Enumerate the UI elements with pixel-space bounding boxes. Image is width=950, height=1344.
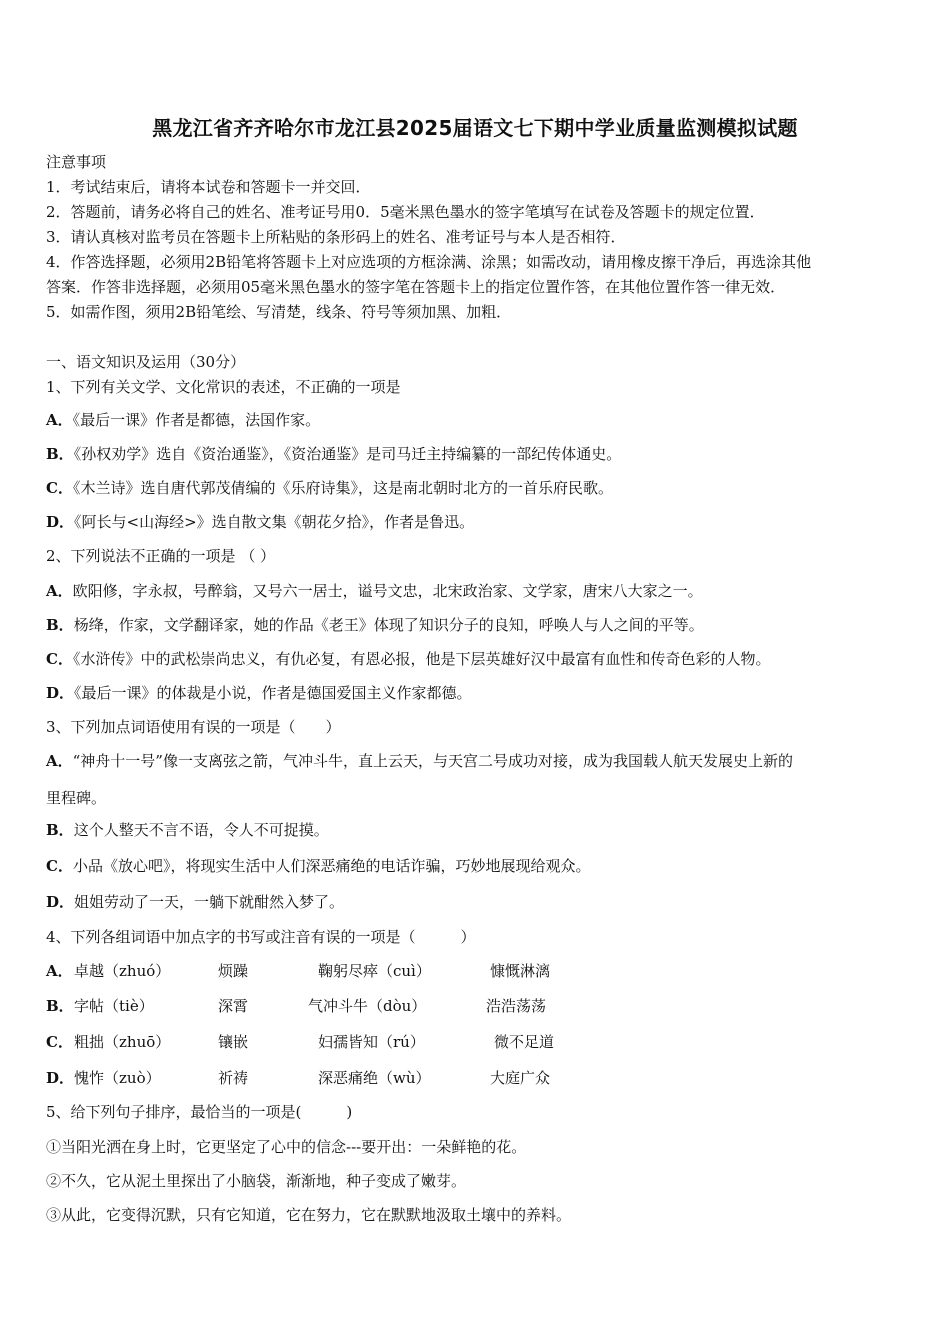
answer-option (46, 581, 703, 601)
word-cell: 浩浩荡荡 (486, 997, 547, 1015)
notice-item: 4．作答选择题，必须用2B铅笔将答题卡上对应选项的方框涂满、涂黑；如需改动，请用橡皮擦干净后，再选涂其他 (46, 253, 812, 271)
sentence-item: ①当阳光洒在身上时，它更坚定了心中的信念---要开出：一朵鲜艳的花。 (46, 1138, 527, 1156)
option-label: D． (46, 684, 75, 702)
question-stem: 3、下列加点词语使用有误的一项是（ ） (46, 718, 341, 736)
option-text: 《孙权劝学》选自《资治通鉴》，《资治通鉴》是司马迁主持编纂的一部纪传体通史。 (73, 445, 622, 463)
notice-item: 答案．作答非选择题，必须用05毫米黑色墨水的签字笔在答题卡上的指定位置作答，在其他位置作答一律无效． (46, 278, 786, 296)
option-label: D． (46, 893, 75, 911)
word-cell: 镶嵌 (218, 1033, 249, 1051)
word-cell: 慷慨淋漓 (490, 962, 551, 980)
question-stem: 5、给下列句子排序，最恰当的一项是( ) (46, 1103, 353, 1121)
sentence-item: ③从此，它变得沉默，只有它知道，它在努力，它在默默地汲取土壤中的养料。 (46, 1206, 572, 1224)
word-cell: 粗拙（zhuō） (74, 1033, 171, 1051)
page-title: 黑龙江省齐齐哈尔市龙江县2025届语文七下期中学业质量监测模拟试题 (152, 116, 798, 140)
option-text: 《水浒传》中的武松崇尚忠义，有仇必复，有恩必报，他是下层英雄好汉中最富有血性和传奇色彩的人物。 (72, 650, 771, 668)
option-text: “神舟十一号”像一支离弦之箭，气冲斗牛，直上云天，与天宫二号成功对接，成为我国载人航天发展史上新的 (72, 752, 793, 770)
word-cell: 大庭广众 (490, 1069, 551, 1087)
word-cell: 烦躁 (218, 962, 249, 980)
word-cell: 深恶痛绝（wù） (318, 1069, 431, 1087)
option-label: D． (46, 513, 75, 531)
answer-option-continued: 里程碑。 (46, 789, 107, 807)
option-label: C． (46, 479, 73, 497)
word-cell: 祈祷 (218, 1069, 249, 1087)
option-label: C． (46, 650, 73, 668)
option-text: 欧阳修，字永叔，号醉翁，又号六一居士，谥号文忠，北宋政治家、文学家，唐宋八大家之一。 (72, 582, 703, 600)
notice-item: 5．如需作图，须用2B铅笔绘、写清楚，线条、符号等须加黑、加粗． (46, 303, 512, 321)
answer-option (46, 751, 793, 771)
option-label: B． (46, 616, 74, 634)
option-text: 《最后一课》的体裁是小说，作者是德国爱国主义作家都德。 (74, 684, 472, 702)
option-text: 《阿长与<山海经>》选自散文集《朝花夕拾》，作者是鲁迅。 (74, 513, 475, 531)
notice-item: 1．考试结束后，请将本试卷和答题卡一并交回． (46, 178, 371, 196)
answer-option (46, 444, 621, 464)
section-heading: 一、语文知识及运用（30分） (46, 353, 246, 371)
word-cell: 卓越（zhuó） (74, 962, 171, 980)
answer-option (46, 512, 474, 532)
answer-option (46, 615, 704, 635)
sentence-item: ②不久，它从泥土里探出了小脑袋，渐渐地，种子变成了嫩芽。 (46, 1172, 467, 1190)
word-cell: 气冲斗牛（dòu） (308, 997, 427, 1015)
notice-item: 3．请认真核对监考员在答题卡上所粘贴的条形码上的姓名、准考证号与本人是否相符． (46, 228, 626, 246)
answer-option (46, 820, 329, 840)
option-label: B． (46, 445, 74, 463)
option-label: B． (46, 997, 74, 1015)
word-cell: 愧怍（zuò） (74, 1069, 161, 1087)
answer-option (46, 892, 344, 912)
option-label: A． (46, 962, 73, 980)
notice-item: 2．答题前，请务必将自己的姓名、准考证号用0．5毫米黑色墨水的签字笔填写在试卷及答题卡的规定位置． (46, 203, 765, 221)
word-cell: 深霄 (218, 997, 249, 1015)
notice-heading: 注意事项 (46, 153, 107, 171)
option-text: 《最后一课》作者是都德，法国作家。 (72, 411, 321, 429)
option-label: C． (46, 1033, 73, 1051)
word-cell: 微不足道 (494, 1033, 555, 1051)
option-text: 小品《放心吧》，将现实生活中人们深恶痛绝的电话诈骗，巧妙地展现给观众。 (72, 857, 591, 875)
option-text: 《木兰诗》选自唐代郭茂倩编的《乐府诗集》，这是南北朝时北方的一首乐府民歌。 (72, 479, 613, 497)
answer-option (46, 856, 590, 876)
question-stem: 2、下列说法不正确的一项是 （ ） (46, 547, 276, 565)
option-label: A． (46, 411, 73, 429)
answer-option (46, 410, 320, 430)
option-text: 姐姐劳动了一天，一躺下就酣然入梦了。 (74, 893, 345, 911)
answer-option (46, 683, 472, 703)
answer-option (46, 649, 770, 669)
option-text: 杨绛，作家，文学翻译家，她的作品《老王》体现了知识分子的良知，呼唤人与人之间的平等。 (73, 616, 704, 634)
answer-option (46, 478, 613, 498)
question-stem: 4、下列各组词语中加点字的书写或注音有误的一项是（ ） (46, 928, 476, 946)
option-label: D． (46, 1069, 75, 1087)
option-label: B． (46, 821, 74, 839)
word-cell: 字帖（tiè） (74, 997, 154, 1015)
word-cell: 鞠躬尽瘁（cuì） (318, 962, 431, 980)
word-cell: 妇孺皆知（rú） (318, 1033, 425, 1051)
option-label: A． (46, 582, 73, 600)
option-text: 这个人整天不言不语，令人不可捉摸。 (73, 821, 329, 839)
question-stem: 1、下列有关文学、文化常识的表述，不正确的一项是 (46, 378, 401, 396)
option-label: A． (46, 752, 73, 770)
option-label: C． (46, 857, 73, 875)
